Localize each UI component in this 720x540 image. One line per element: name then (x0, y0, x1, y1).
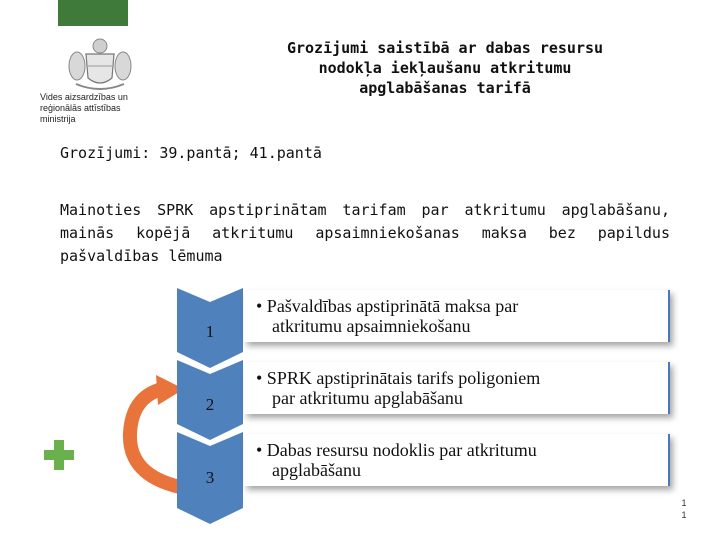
step-line: par atkritumu apglabāšanu (272, 388, 463, 408)
title-line: apglabāšanas tarifā (359, 79, 531, 97)
step-text (256, 440, 537, 480)
step-number-3: 3 (205, 468, 215, 487)
ministry-logo (40, 36, 155, 126)
ministry-line: ministrija (40, 114, 76, 124)
top-green-bar (58, 0, 128, 26)
step-number-2: 2 (205, 395, 215, 414)
amendments-subtitle: Grozījumi: 39.pantā; 41.pantā (60, 144, 322, 162)
page-number-digit: 1 (681, 498, 687, 508)
ministry-line: Vides aizsardzības un (40, 92, 128, 102)
title-line: nodokļa iekļaušanu atkritumu (318, 59, 572, 77)
step-line: • SPRK apstiprinātais tarifs poligoniem (256, 368, 541, 388)
step-line: apglabāšanu (272, 460, 361, 480)
page-number-digit: 1 (681, 510, 687, 520)
intro-paragraph: Mainoties SPRK apstiprinātam tarifam par atkritumu apglabāšanu, mainās kopējā atkritumu apsaimniekošanas maksa bez papildus pašvaldības lēmuma (60, 201, 670, 265)
step-box-3 (244, 434, 670, 486)
step-line: • Pašvaldības apstiprinātā maksa par (256, 296, 519, 316)
page-number (678, 497, 690, 521)
step-number-1: 1 (205, 322, 215, 341)
step-line: atkritumu apsaimniekošanu (272, 316, 471, 336)
step-text (256, 368, 540, 408)
step-box-1 (244, 290, 670, 342)
ministry-line: reģionālās attīstības (40, 103, 121, 113)
step-line: • Dabas resursu nodoklis par atkritumu (256, 440, 537, 460)
slide-title (240, 38, 650, 98)
coat-of-arms-logo (68, 36, 132, 92)
ministry-name (40, 92, 160, 125)
step-box-2 (244, 362, 670, 414)
title-line: Grozījumi saistībā ar dabas resursu (286, 39, 604, 57)
plus-icon (44, 440, 74, 470)
step-text (256, 296, 518, 336)
